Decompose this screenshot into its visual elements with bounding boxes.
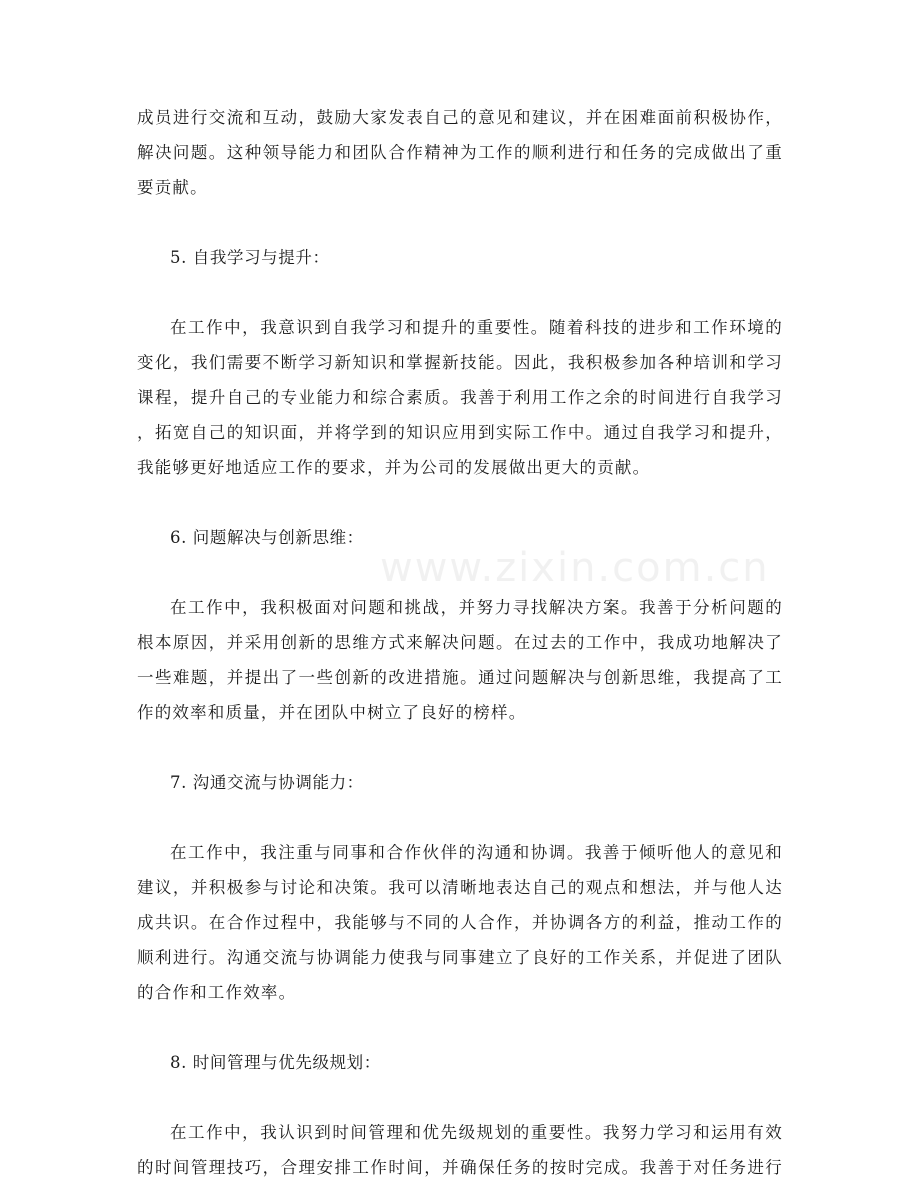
section-heading-8: 8. 时间管理与优先级规划： (170, 1053, 381, 1072)
text-line: 要贡献。 (137, 178, 208, 197)
paragraph-self-learning (137, 310, 783, 485)
text-line: 解决问题。这种领导能力和团队合作精神为工作的顺利进行和任务的完成做出了重 (137, 143, 783, 162)
text-line: 我能够更好地适应工作的要求，并为公司的发展做出更大的贡献。 (137, 458, 651, 477)
text-line: 一些难题，并提出了一些创新的改进措施。通过问题解决与创新思维，我提高了工 (137, 668, 783, 687)
text-line: 顺利进行。沟通交流与协调能力使我与同事建立了良好的工作关系，并促进了团队 (137, 948, 783, 967)
paragraph-communication (137, 835, 783, 1010)
text-line: 建议，并积极参与讨论和决策。我可以清晰地表达自己的观点和想法，并与他人达 (137, 878, 783, 897)
text-line: 在工作中，我认识到时间管理和优先级规划的重要性。我努力学习和运用有效 (170, 1123, 783, 1142)
text-line: 作的效率和质量，并在团队中树立了良好的榜样。 (137, 703, 527, 722)
text-line: 的时间管理技巧，合理安排工作时间，并确保任务的按时完成。我善于对任务进行 (137, 1158, 783, 1177)
text-line: 变化，我们需要不断学习新知识和掌握新技能。因此，我积极参加各种培训和学习 (137, 353, 783, 372)
paragraph-time-management (137, 1115, 783, 1185)
text-line: 成共识。在合作过程中，我能够与不同的人合作，并协调各方的利益，推动工作的 (137, 913, 783, 932)
section-heading-6: 6. 问题解决与创新思维： (170, 528, 364, 547)
text-line: 成员进行交流和互动，鼓励大家发表自己的意见和建议，并在困难面前积极协作， (137, 108, 783, 127)
text-line: 课程，提升自己的专业能力和综合素质。我善于利用工作之余的时间进行自我学习 (137, 388, 783, 407)
paragraph-problem-solving (137, 590, 783, 730)
section-heading-7: 7. 沟通交流与协调能力： (170, 773, 364, 792)
document-page (137, 100, 783, 1185)
text-line: 的合作和工作效率。 (137, 983, 297, 1002)
section-heading-5: 5. 自我学习与提升： (170, 248, 330, 267)
text-line: 在工作中，我意识到自我学习和提升的重要性。随着科技的进步和工作环境的 (170, 318, 783, 337)
text-line: 在工作中，我注重与同事和合作伙伴的沟通和协调。我善于倾听他人的意见和 (170, 843, 783, 862)
watermark: www.zixin.com.cn (380, 545, 770, 591)
text-line: 在工作中，我积极面对问题和挑战，并努力寻找解决方案。我善于分析问题的 (170, 598, 783, 617)
paragraph-continuation (137, 100, 783, 205)
text-line: 根本原因，并采用创新的思维方式来解决问题。在过去的工作中，我成功地解决了 (137, 633, 783, 652)
text-line: ，拓宽自己的知识面，并将学到的知识应用到实际工作中。通过自我学习和提升， (137, 423, 783, 442)
